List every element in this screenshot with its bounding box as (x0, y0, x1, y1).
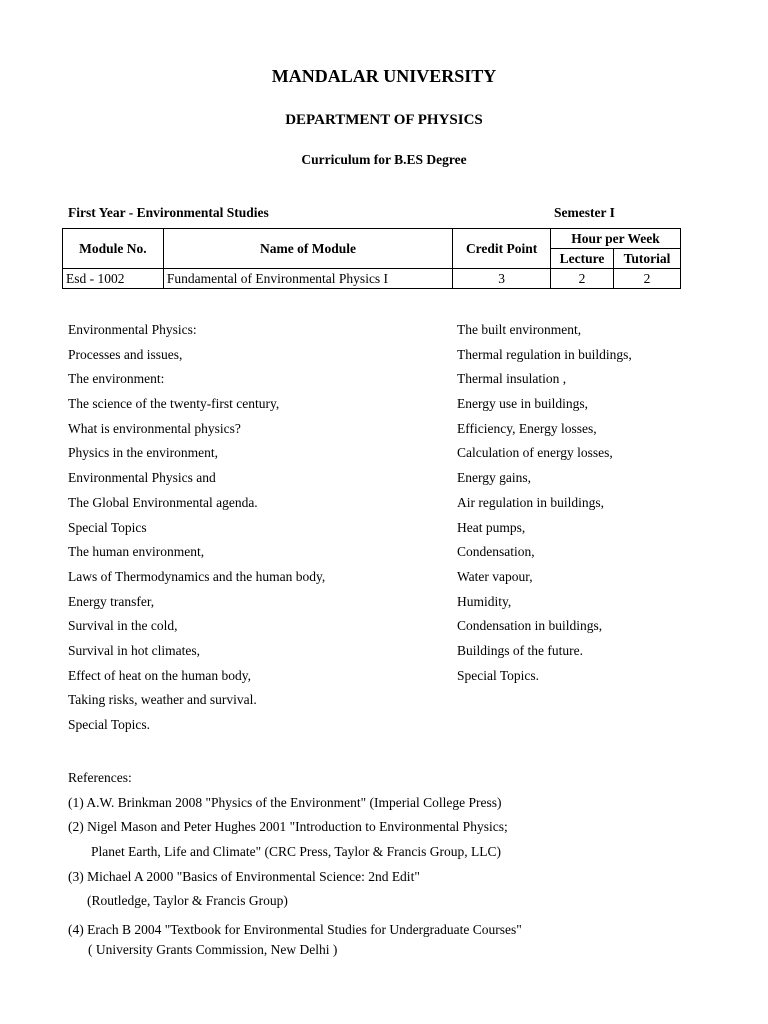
list-item: Effect of heat on the human body, (68, 667, 251, 683)
reference-item: (1) A.W. Brinkman 2008 "Physics of the Environment" (Imperial College Press) (68, 794, 502, 810)
list-item: The environment: (68, 371, 165, 387)
list-item: Condensation in buildings, (457, 618, 603, 634)
semester-label: Semester I (554, 205, 615, 220)
list-item: The built environment, (457, 322, 582, 337)
list-item: What is environmental physics? (68, 420, 241, 436)
list-item: Energy use in buildings, (457, 396, 588, 412)
references-heading: References: (68, 770, 132, 785)
list-item: Special Topics (68, 519, 147, 535)
cell-module-name: Fundamental of Environmental Physics I (163, 269, 452, 289)
department-title: DEPARTMENT OF PHYSICS (285, 112, 483, 128)
reference-item: (2) Nigel Mason and Peter Hughes 2001 "Introduction to Environmental Physics; (68, 819, 508, 835)
list-item: Buildings of the future. (457, 642, 583, 658)
list-item: Taking risks, weather and survival. (68, 692, 257, 708)
list-item: Physics in the environment, (68, 445, 218, 461)
list-item: Thermal insulation , (457, 371, 567, 387)
cell-credit-point: 3 (453, 269, 551, 289)
header-module-no: Module No. (63, 229, 164, 269)
list-item: Humidity, (457, 593, 512, 609)
header-tutorial: Tutorial (614, 249, 681, 269)
header-credit-point: Credit Point (453, 229, 551, 269)
topics-left-list (68, 320, 325, 740)
list-item: Special Topics. (68, 717, 151, 732)
list-item: Survival in the cold, (68, 618, 178, 634)
cell-lecture: 2 (551, 269, 614, 289)
reference-item-continued: Planet Earth, Life and Climate" (CRC Press, Taylor & Francis Group, LLC) (91, 844, 501, 860)
curriculum-title: Curriculum for B.ES Degree (301, 152, 467, 167)
year-label: First Year - Environmental Studies (68, 205, 269, 220)
list-item: Water vapour, (457, 568, 533, 584)
list-item: Survival in hot climates, (68, 642, 200, 658)
reference-item: (4) Erach B 2004 "Textbook for Environmental Studies for Undergraduate Courses" (68, 922, 522, 938)
list-item: Condensation, (457, 544, 535, 560)
list-item: Heat pumps, (457, 519, 526, 535)
list-item: Environmental Physics: (68, 322, 197, 337)
module-table (62, 228, 681, 289)
header-module-name: Name of Module (163, 229, 452, 269)
list-item: Special Topics. (457, 667, 540, 683)
table-row (63, 269, 681, 289)
list-item: Energy transfer, (68, 593, 155, 609)
list-item: Calculation of energy losses, (457, 445, 613, 461)
list-item: Environmental Physics and (68, 470, 216, 486)
university-title: MANDALAR UNIVERSITY (271, 66, 497, 86)
header-hour-per-week: Hour per Week (551, 229, 681, 249)
reference-item-continued: ( University Grants Commission, New Delhi ) (88, 942, 338, 958)
header-lecture: Lecture (551, 249, 614, 269)
reference-item: (3) Michael A 2000 "Basics of Environmental Science: 2nd Edit" (68, 868, 420, 884)
topics-right-list (457, 320, 632, 690)
cell-tutorial: 2 (614, 269, 681, 289)
list-item: Efficiency, Energy losses, (457, 420, 597, 436)
list-item: Energy gains, (457, 470, 531, 486)
references-section (68, 768, 522, 960)
list-item: The science of the twenty-first century, (68, 396, 280, 412)
list-item: Processes and issues, (68, 346, 183, 362)
reference-item-continued: (Routledge, Taylor & Francis Group) (87, 893, 288, 909)
list-item: Thermal regulation in buildings, (457, 346, 632, 362)
list-item: The Global Environmental agenda. (68, 494, 258, 510)
cell-module-no: Esd - 1002 (63, 269, 164, 289)
list-item: Laws of Thermodynamics and the human body, (68, 568, 326, 584)
list-item: The human environment, (68, 544, 205, 560)
list-item: Air regulation in buildings, (457, 494, 604, 510)
